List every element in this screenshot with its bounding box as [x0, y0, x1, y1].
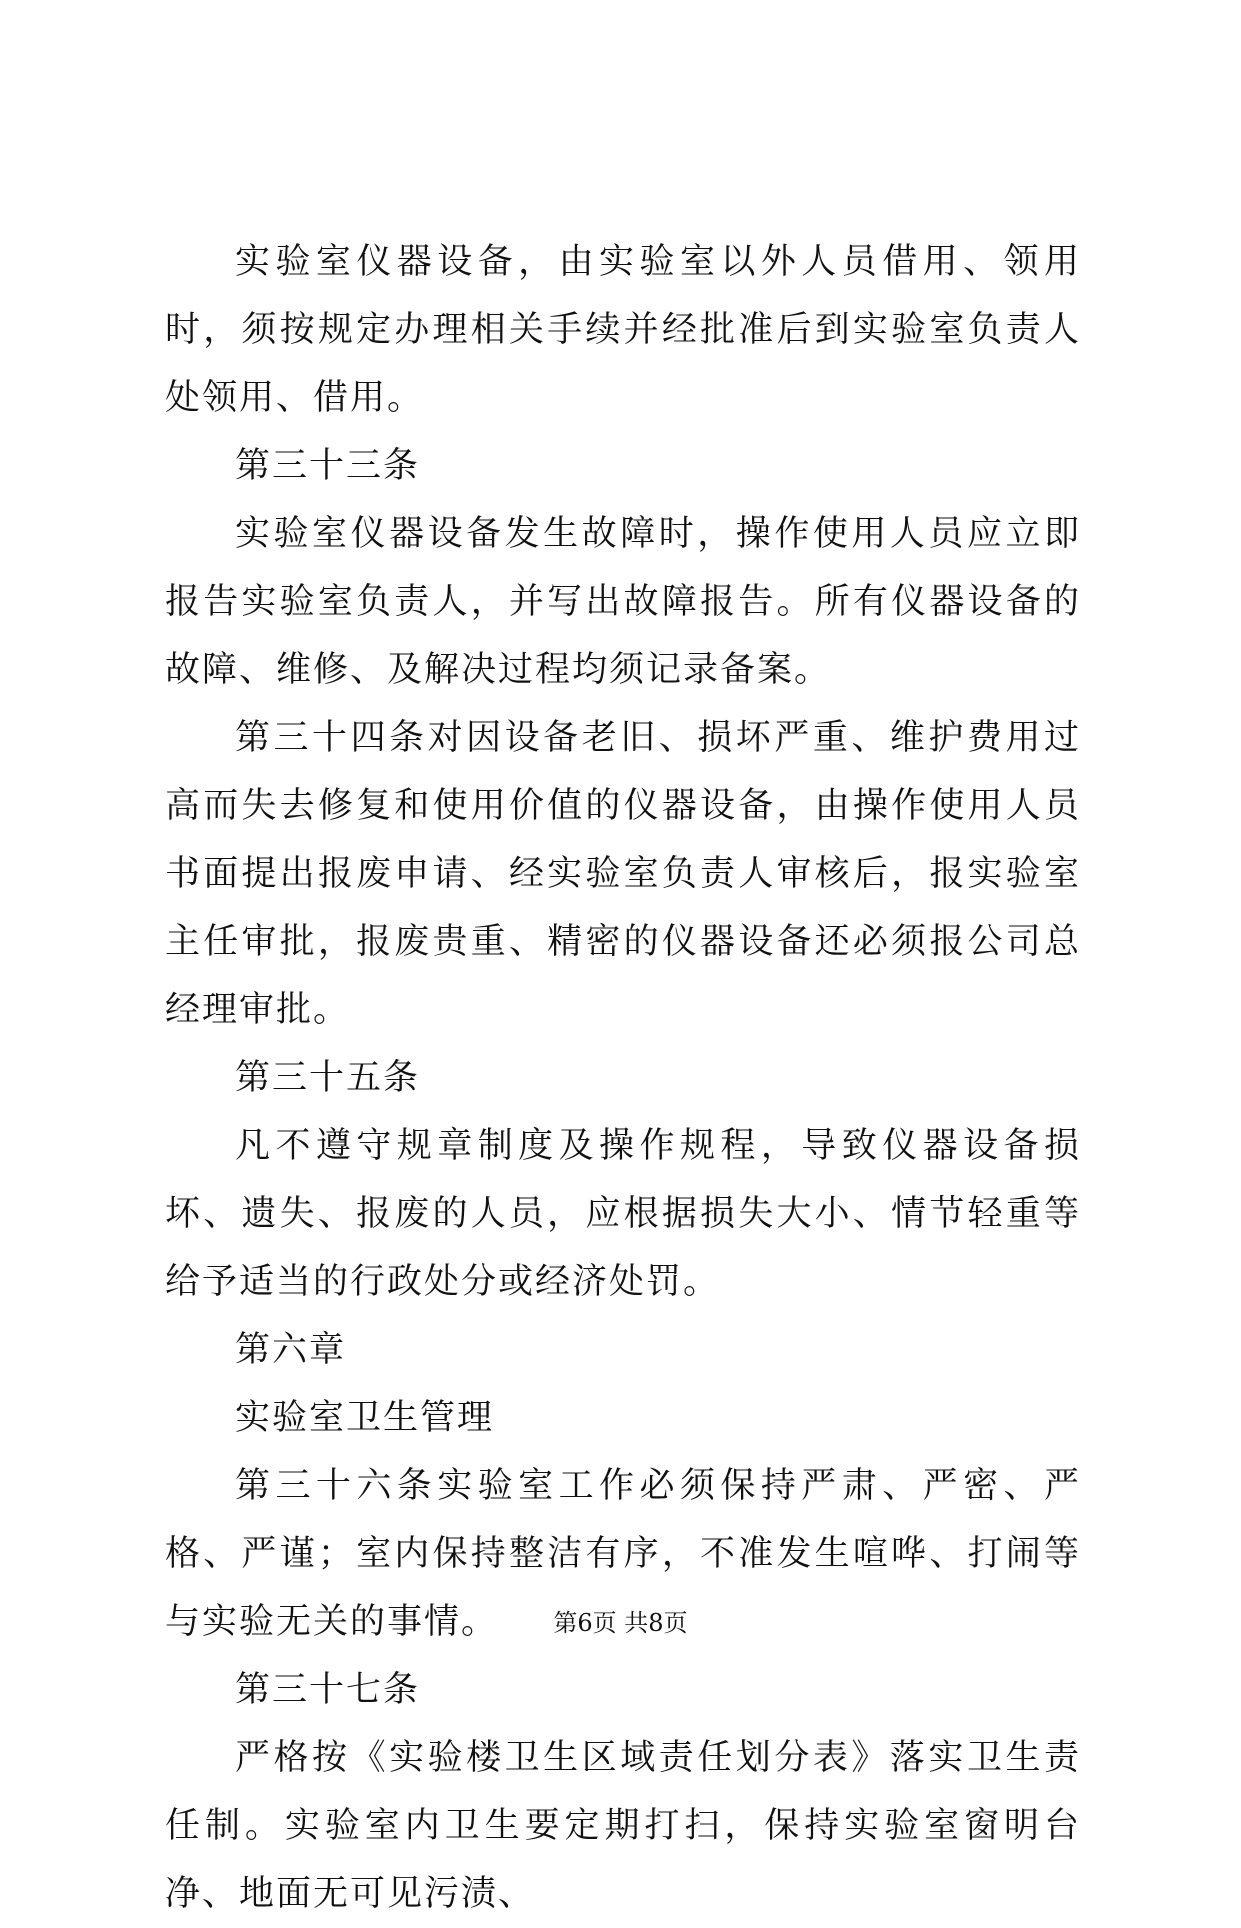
- article-37-heading: 第三十七条: [235, 1670, 421, 1710]
- document-body: [165, 228, 1081, 1928]
- chapter-6-heading: 第六章: [235, 1330, 347, 1370]
- article-33-heading: 第三十三条: [235, 446, 421, 486]
- article-36-paragraph: 第三十六条实验室工作必须保持严肃、严密、严格、严谨；室内保持整洁有序，不准发生喧哗、打闹等与实验无关的事情。: [165, 1466, 1081, 1642]
- paragraph-equipment-failure: 实验室仪器设备发生故障时，操作使用人员应立即报告实验室负责人，并写出故障报告。所有仪器设备的故障、维修、及解决过程均须记录备案。: [165, 514, 1081, 690]
- article-34-paragraph: 第三十四条对因设备老旧、损坏严重、维护费用过高而失去修复和使用价值的仪器设备，由操作使用人员书面提出报废申请、经实验室负责人审核后，报实验室主任审批，报废贵重、精密的仪器设备还必须报公司总经理审批。: [165, 718, 1081, 1030]
- page-number-footer: 第6页 共8页: [553, 1609, 688, 1637]
- article-35-heading: 第三十五条: [235, 1058, 421, 1098]
- paragraph-equipment-borrowing: 实验室仪器设备，由实验室以外人员借用、领用时，须按规定办理相关手续并经批准后到实验室负责人处领用、借用。: [165, 242, 1081, 418]
- paragraph-penalties: 凡不遵守规章制度及操作规程，导致仪器设备损坏、遗失、报废的人员，应根据损失大小、情节轻重等给予适当的行政处分或经济处罚。: [165, 1126, 1081, 1302]
- paragraph-hygiene-responsibility: 严格按《实验楼卫生区域责任划分表》落实卫生责任制。实验室内卫生要定期打扫，保持实验室窗明台净、地面无可见污渍、: [165, 1738, 1081, 1914]
- chapter-6-title: 实验室卫生管理: [235, 1398, 495, 1438]
